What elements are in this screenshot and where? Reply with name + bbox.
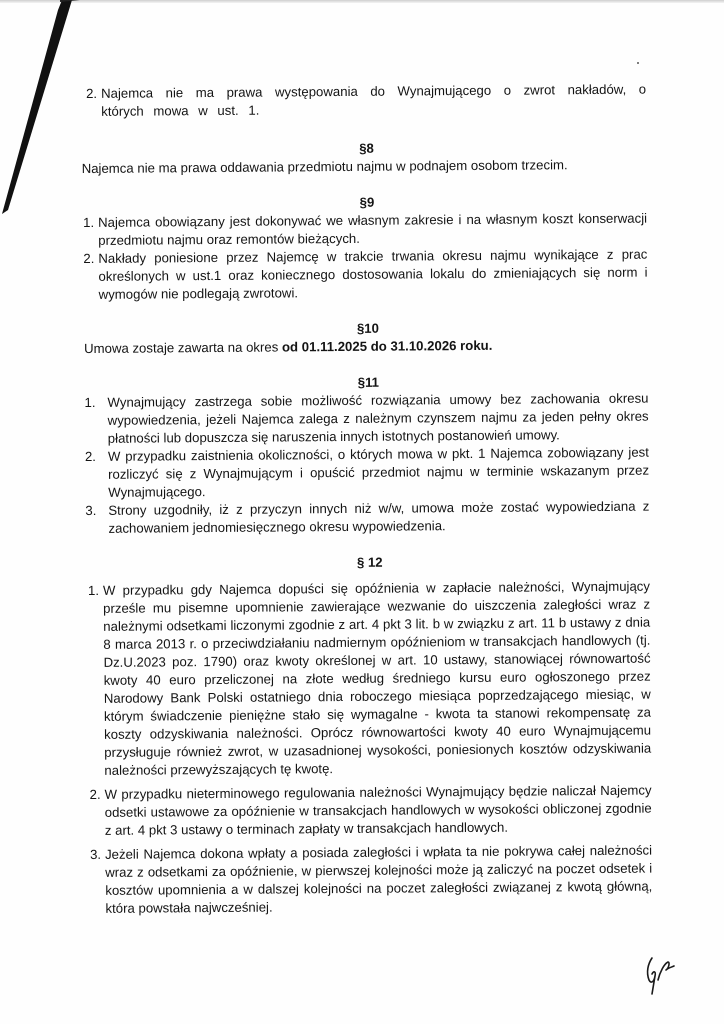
item-number: 3. (85, 502, 97, 519)
section-8-paragraph: Najemca nie ma prawa oddawania przedmiotu najmu w podnajem osobom trzecim. (81, 157, 568, 177)
item-text: W przypadku nieterminowego regulowania należności Wynajmujący będzie naliczał Najemcy odsetki ustawowe za opóźnienie w transakcjach handlowych w wysokości obliczonej zgodnie z art. 4 pkt 3 ustawy o terminach zapłaty w transakcjach handlowych. (104, 782, 652, 838)
list-item (83, 210, 647, 250)
list-item (88, 578, 652, 780)
list-item (84, 390, 648, 448)
section-7-list (86, 81, 646, 121)
section-heading: § 12 (356, 554, 383, 570)
item-text: Nakłady poniesione przez Najemcę w trakcie trwania okresu najmu wynikające z prac określonych w ust.1 oraz koniecznego dostosowania lokalu do zmieniających się norm i wymogów nie podlegają zwrotowi. (98, 246, 648, 302)
term-text: Umowa zostaje zawarta na okres (84, 339, 283, 357)
section-heading: §10 (356, 320, 379, 336)
section-12-list (88, 578, 653, 918)
section-9-list (83, 210, 648, 304)
item-number: 2. (84, 448, 96, 465)
document-body (81, 81, 653, 918)
section-11-list (84, 390, 649, 538)
list-item (90, 842, 653, 918)
item-text: Najemca nie ma prawa występowania do Wynajmującego o zwrot nakładów, o których mowa w ust. 1. (101, 81, 647, 119)
list-item (85, 498, 649, 538)
list-item (90, 782, 652, 840)
item-text: Jeżeli Najemca dokona wpłaty a posiada zaległości i wpłata ta nie pokrywa całej należności wraz z odsetkami za opóźnienie, w pierwszej kolejności może ją zaliczyć na poczet odsetek i kosztów upomnienia a w dalszej kolejności na poczet zaległości związanej z kwotą główną, która powstała najwcześniej. (104, 842, 653, 916)
list-item (85, 444, 649, 502)
signature-initials-icon (640, 950, 690, 1000)
item-number: 2. (83, 250, 95, 267)
page-top-edge (0, 0, 724, 3)
item-number: 1. (84, 394, 96, 411)
scan-speck (637, 62, 639, 64)
list-item (83, 246, 647, 304)
section-heading: §9 (359, 194, 375, 210)
page-fold-shadow-icon (0, 0, 80, 220)
item-text: Najemca obowiązany jest dokonywać we własnym zakresie i na własnym koszt konserwacji przedmiotu najmu oraz remontów bieżących. (98, 210, 648, 248)
item-number: 2. (86, 85, 98, 101)
section-10-paragraph (84, 336, 648, 358)
item-text: W przypadku zaistnienia okoliczności, o których mowa w pkt. 1 Najemca zobowiązany jest rozliczyć się z Wynajmującym i opuścić przedmiot najmu w terminie wskazanym przez Wynajmującego. (107, 444, 650, 500)
item-text: Wynajmujący zastrzega sobie możliwość rozwiązania umowy bez zachowania okresu wypowiedzenia, jeżeli Najemca zalega z należnym czynszem najmu za jeden pełny okres płatności lub dopuszcza się naruszenia innych istotnych postanowień umowy. (107, 390, 649, 446)
item-number: 1. (83, 214, 95, 231)
item-number: 1. (87, 582, 100, 598)
item-number: 3. (89, 846, 102, 862)
item-number: 2. (89, 786, 101, 802)
section-heading: §8 (359, 140, 374, 156)
item-text: Strony uzgodniły, iż z przyczyn innych niż w/w, umowa może zostać wypowiedziana z zachowaniem jednomiesięcznego okresu wypowiedzenia. (108, 498, 650, 536)
term-dates: od 01.11.2025 do 31.10.2026 roku. (281, 337, 493, 355)
list-item (86, 81, 646, 121)
item-text: W przypadku gdy Najemca dopuści się opóźnienia w zapłacie należności, Wynajmujący prześle mu pisemne upomnienie zawierające wezwanie do uiszczenia zaległości wraz z należnymi odsetkami liczonymi zgodnie z art. 4 pkt 3 lit. b w związku z art. 11 b ustawy z dnia 8 marca 2013 r. o przeciwdziałaniu nadmiernym opóźnieniom w transakcjach handlowych (tj. Dz.U.2023 poz. 1790) oraz kwoty określonej w art. 10 ustawy, stanowiącej równowartość kwoty 40 euro przeliczonej na złote według średniego kursu euro ogłoszonego przez Narodowy Bank Polski ostatniego dnia roboczego miesiąca poprzedzającego miesiąc, w którym świadczenie pieniężne stało się wymagalne - kwota ta stanowi rekompensatę za koszty odzyskiwania należności. Oprócz równowartości kwoty 40 euro Wynajmującemu przysługuje również zwrot, w uzasadnionej wysokości, poniesionych kosztów odzyskiwania należności przewyższających tę kwotę. (102, 578, 652, 778)
section-heading: §11 (357, 374, 380, 390)
